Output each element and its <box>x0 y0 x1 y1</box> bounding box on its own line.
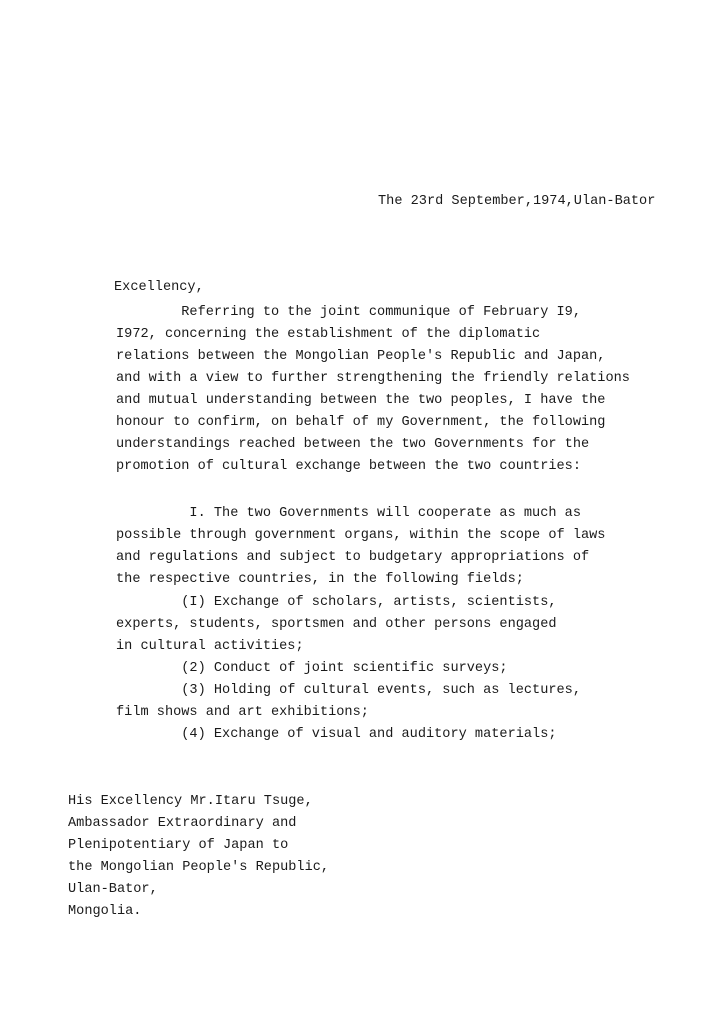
address-line: His Excellency Mr.Itaru Tsuge, <box>68 794 313 809</box>
address-line: Mongolia. <box>68 904 142 919</box>
paragraph-line: experts, students, sportsmen and other persons engaged <box>116 617 557 632</box>
list-item: (3) Holding of cultural events, such as lectures, <box>116 683 581 698</box>
paragraph-line: film shows and art exhibitions; <box>116 705 369 720</box>
list-item: (4) Exchange of visual and auditory materials; <box>116 727 557 742</box>
address-line: Plenipotentiary of Japan to <box>68 838 289 853</box>
paragraph-line: promotion of cultural exchange between the two countries: <box>116 459 581 474</box>
paragraph-line: Referring to the joint communique of February I9, <box>116 305 581 320</box>
paragraph-line: in cultural activities; <box>116 639 304 654</box>
paragraph-line: and with a view to further strengthening the friendly relations <box>116 371 630 386</box>
address-line: the Mongolian People's Republic, <box>68 860 330 875</box>
list-item: (I) Exchange of scholars, artists, scientists, <box>116 595 557 610</box>
address-line: Ulan-Bator, <box>68 882 158 897</box>
list-item: (2) Conduct of joint scientific surveys; <box>116 661 508 676</box>
paragraph-line: and mutual understanding between the two peoples, I have the <box>116 393 606 408</box>
paragraph-line: I. The two Governments will cooperate as much as <box>116 506 581 521</box>
paragraph-line: honour to confirm, on behalf of my Government, the following <box>116 415 606 430</box>
paragraph-line: relations between the Mongolian People's Republic and Japan, <box>116 349 606 364</box>
paragraph-line: I972, concerning the establishment of the diplomatic <box>116 327 541 342</box>
paragraph-line: understandings reached between the two Governments for the <box>116 437 590 452</box>
paragraph-line: possible through government organs, within the scope of laws <box>116 528 606 543</box>
address-line: Ambassador Extraordinary and <box>68 816 297 831</box>
paragraph-line: the respective countries, in the following fields; <box>116 572 524 587</box>
date-line: The 23rd September,1974,Ulan-Bator <box>378 194 656 209</box>
salutation: Excellency, <box>114 280 204 295</box>
paragraph-line: and regulations and subject to budgetary appropriations of <box>116 550 590 565</box>
